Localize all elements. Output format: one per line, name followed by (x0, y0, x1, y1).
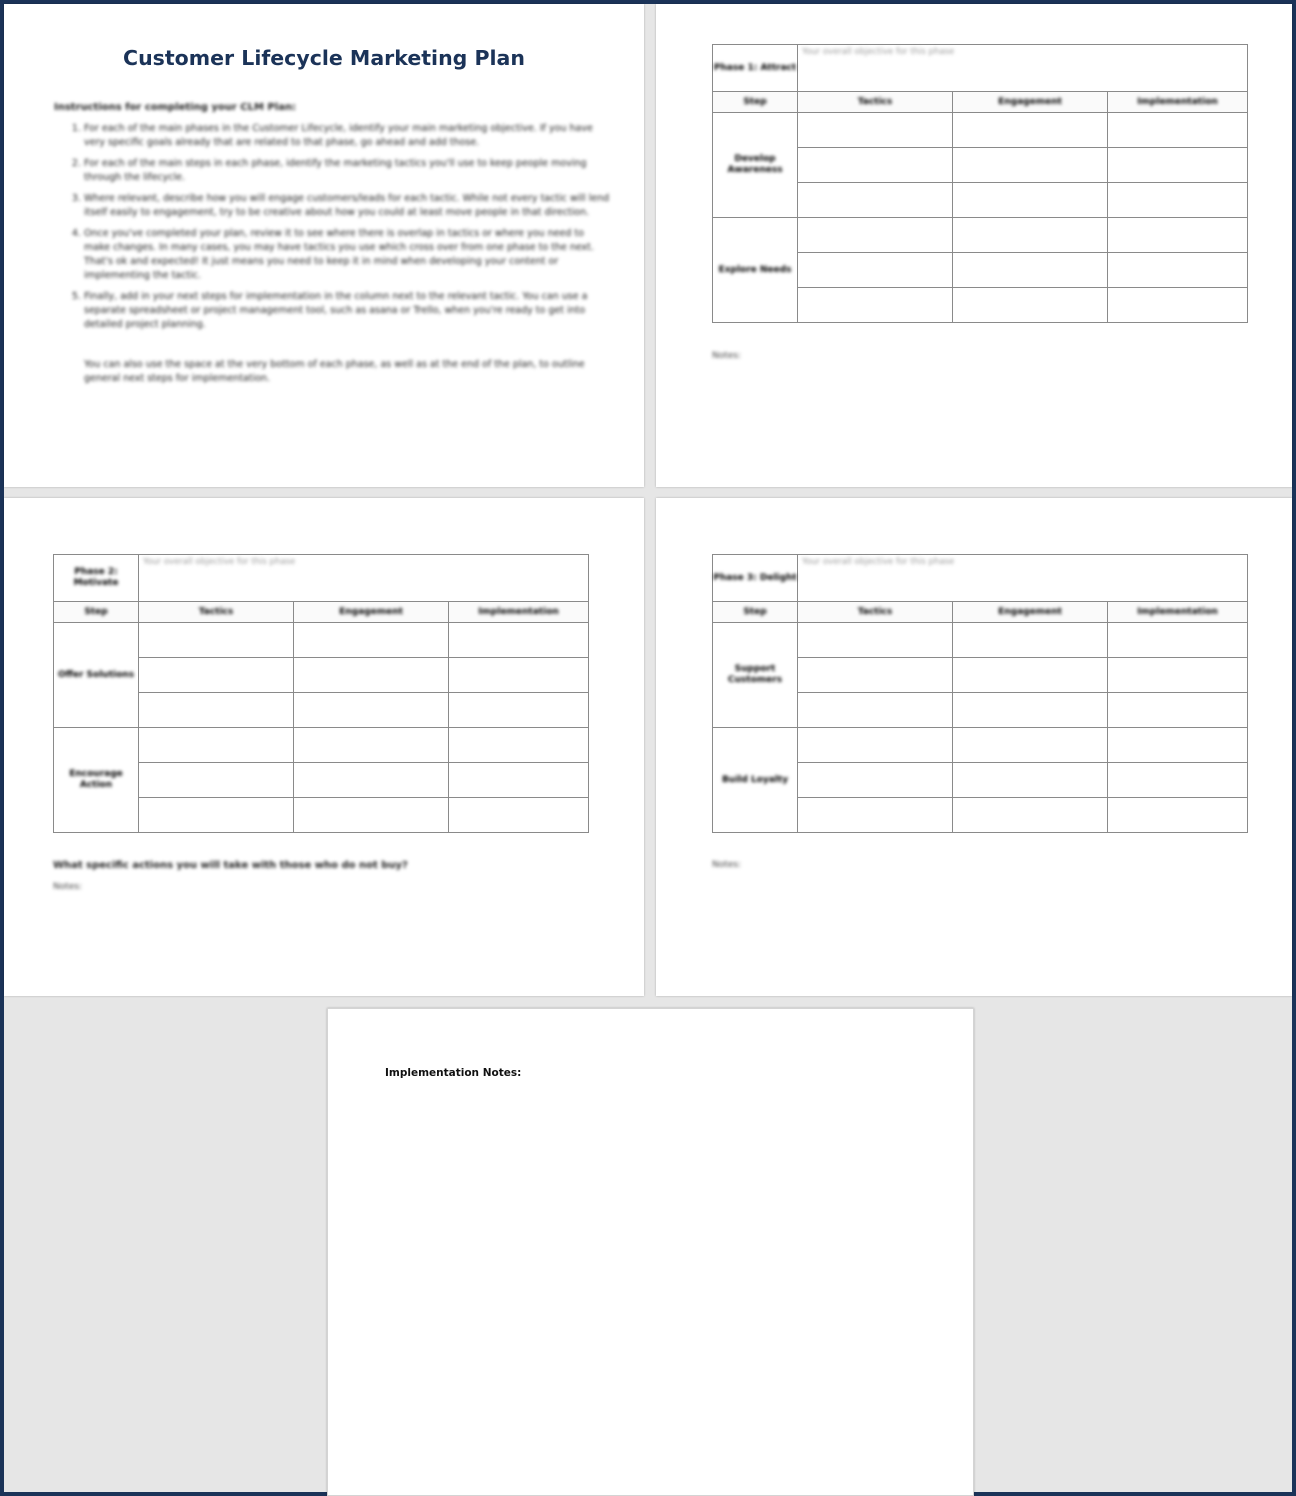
instruction-item: 3. Where relevant, describe how you will engage customers/leads for each tactic. While not every tactic will lend itself easily to engagement, try to be creative about how you could at least move people in that direction. (84, 192, 612, 220)
phase-3-table (712, 554, 1248, 833)
column-header-step: Step (54, 602, 139, 623)
table-cell[interactable] (798, 218, 953, 253)
table-cell[interactable] (798, 183, 953, 218)
objective-field[interactable]: Your overall objective for this phase (798, 45, 1248, 92)
table-cell[interactable] (294, 623, 449, 658)
table-cell[interactable] (798, 798, 953, 833)
column-header-tactics: Tactics (798, 602, 953, 623)
table-cell[interactable] (1108, 288, 1248, 323)
table-cell[interactable] (294, 798, 449, 833)
column-header-engagement: Engagement (294, 602, 449, 623)
table-cell[interactable] (1108, 728, 1248, 763)
table-cell[interactable] (798, 623, 953, 658)
page-phase-3 (656, 498, 1292, 996)
column-header-step: Step (713, 602, 798, 623)
table-cell[interactable] (953, 728, 1108, 763)
table-cell[interactable] (798, 693, 953, 728)
page-implementation-notes (327, 1008, 974, 1496)
phase-label: Phase 2: Motivate (54, 555, 139, 602)
column-header-implementation: Implementation (449, 602, 589, 623)
notes-label: Notes: (712, 860, 742, 870)
table-cell[interactable] (1108, 693, 1248, 728)
table-cell[interactable] (1108, 113, 1248, 148)
table-cell[interactable] (139, 693, 294, 728)
table-cell[interactable] (798, 253, 953, 288)
step-label: Build Loyalty (713, 728, 798, 833)
instruction-item: 2. For each of the main steps in each phase, identify the marketing tactics you'll use to keep people moving through the lifecycle. (84, 157, 612, 185)
objective-field[interactable]: Your overall objective for this phase (139, 555, 589, 602)
table-cell[interactable] (449, 728, 589, 763)
instructions-list (66, 122, 612, 339)
table-cell[interactable] (953, 798, 1108, 833)
document-title: Customer Lifecycle Marketing Plan (123, 46, 525, 70)
table-cell[interactable] (1108, 658, 1248, 693)
phase-2-table (53, 554, 589, 833)
table-cell[interactable] (953, 183, 1108, 218)
column-header-engagement: Engagement (953, 602, 1108, 623)
table-cell[interactable] (953, 623, 1108, 658)
table-cell[interactable] (294, 763, 449, 798)
column-header-implementation: Implementation (1108, 602, 1248, 623)
instructions-heading: Instructions for completing your CLM Plan: (54, 102, 297, 113)
table-cell[interactable] (449, 798, 589, 833)
column-header-engagement: Engagement (953, 92, 1108, 113)
table-cell[interactable] (953, 148, 1108, 183)
table-cell[interactable] (953, 218, 1108, 253)
table-cell[interactable] (953, 763, 1108, 798)
table-cell[interactable] (1108, 218, 1248, 253)
table-cell[interactable] (1108, 798, 1248, 833)
instruction-item: 5. Finally, add in your next steps for implementation in the column next to the relevant tactic. You can use a separate spreadsheet or project management tool, such as asana or Trello, when you're ready to get into detailed project planning. (84, 290, 612, 332)
table-cell[interactable] (798, 728, 953, 763)
phase-label: Phase 1: Attract (713, 45, 798, 92)
table-cell[interactable] (798, 288, 953, 323)
notes-label: Notes: (53, 882, 83, 892)
instruction-item: 4. Once you've completed your plan, review it to see where there is overlap in tactics or where you need to make changes. In many cases, you may have tactics you use which cross over from one phase to the next. That's ok and expected! It just means you need to keep it in mind when developing your content or implementing the tactic. (84, 227, 612, 283)
table-cell[interactable] (798, 148, 953, 183)
table-cell[interactable] (139, 763, 294, 798)
table-cell[interactable] (449, 763, 589, 798)
table-cell[interactable] (1108, 763, 1248, 798)
table-cell[interactable] (139, 658, 294, 693)
instructions-extra: You can also use the space at the very bottom of each phase, as well as at the end of the plan, to outline general next steps for implementation. (84, 359, 585, 384)
table-cell[interactable] (798, 763, 953, 798)
table-cell[interactable] (953, 658, 1108, 693)
table-cell[interactable] (1108, 183, 1248, 218)
table-cell[interactable] (139, 728, 294, 763)
page-instructions (4, 4, 644, 487)
table-cell[interactable] (953, 693, 1108, 728)
column-header-step: Step (713, 92, 798, 113)
table-cell[interactable] (1108, 623, 1248, 658)
table-cell[interactable] (798, 658, 953, 693)
table-cell[interactable] (953, 113, 1108, 148)
table-cell[interactable] (449, 658, 589, 693)
page-phase-1 (656, 4, 1292, 487)
table-cell[interactable] (294, 728, 449, 763)
step-label: Explore Needs (713, 218, 798, 323)
column-header-tactics: Tactics (139, 602, 294, 623)
table-cell[interactable] (139, 798, 294, 833)
column-header-implementation: Implementation (1108, 92, 1248, 113)
step-label: Develop Awareness (713, 113, 798, 218)
step-label: Encourage Action (54, 728, 139, 833)
table-cell[interactable] (953, 288, 1108, 323)
objective-field[interactable]: Your overall objective for this phase (798, 555, 1248, 602)
phase-1-table (712, 44, 1248, 323)
column-header-tactics: Tactics (798, 92, 953, 113)
table-cell[interactable] (449, 693, 589, 728)
step-label: Support Customers (713, 623, 798, 728)
phase-label: Phase 3: Delight (713, 555, 798, 602)
step-label: Offer Solutions (54, 623, 139, 728)
table-cell[interactable] (953, 253, 1108, 288)
page-phase-2 (4, 498, 644, 996)
table-cell[interactable] (294, 693, 449, 728)
table-cell[interactable] (1108, 148, 1248, 183)
notes-label: Notes: (712, 351, 742, 361)
table-cell[interactable] (1108, 253, 1248, 288)
follow-up-question: What specific actions you will take with those who do not buy? (53, 860, 408, 871)
instruction-item: 1. For each of the main phases in the Customer Lifecycle, identify your main marketing objective. If you have very specific goals already that are related to that phase, go ahead and add those. (84, 122, 612, 150)
implementation-notes-label: Implementation Notes: (385, 1067, 522, 1079)
table-cell[interactable] (798, 113, 953, 148)
table-cell[interactable] (294, 658, 449, 693)
table-cell[interactable] (449, 623, 589, 658)
table-cell[interactable] (139, 623, 294, 658)
